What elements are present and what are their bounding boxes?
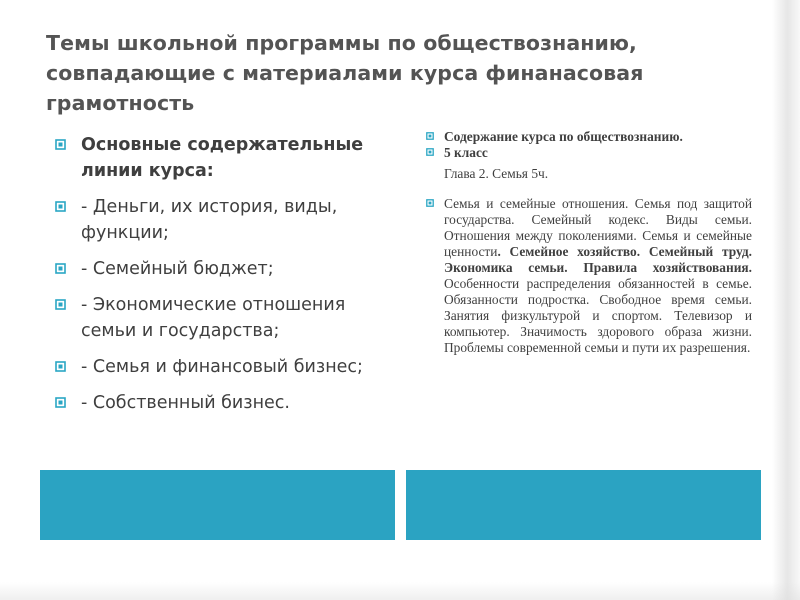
slide-frame-shadow [772, 0, 800, 600]
square-bullet-icon [55, 134, 69, 148]
right-chapter [426, 166, 752, 182]
square-bullet-icon [55, 356, 69, 370]
left-item [55, 390, 385, 416]
left-column [55, 132, 385, 426]
square-bullet-icon [426, 145, 436, 155]
right-body-bold: . Семейное хозяйство. Семейный труд. Экономика семьи. Правила хозяйствования. [444, 244, 752, 275]
square-bullet-icon [55, 392, 69, 406]
footer-bar-left [40, 470, 395, 540]
right-heading-line2 [426, 145, 752, 161]
left-item-text: - Экономические отношения семьи и государства; [81, 295, 346, 341]
square-bullet-icon [55, 196, 69, 210]
right-heading-line1-text: Содержание курса по обществознанию. [444, 129, 683, 144]
left-item [55, 292, 385, 344]
right-body [426, 196, 752, 356]
left-item [55, 354, 385, 380]
left-heading-text: Основные содержательные линии курса: [81, 135, 364, 181]
right-body-part1: Семья и семейные отношения. Семья под защитой государства. Семейный кодекс. Виды семьи. Отношения между поколениями. Семья и семейные ценности [444, 196, 752, 259]
left-item [55, 256, 385, 282]
footer-bar-right [406, 470, 761, 540]
square-bullet-icon [426, 129, 436, 139]
right-body-part2: Особенности распределения обязанностей в семье. Обязанности подростка. Свободное время семьи. Занятия физкультурой и спортом. Телевизор и компьютер. Значимость здорового образа жизни. Проблемы современной семьи и пути их разрешения. [444, 276, 752, 355]
square-bullet-icon [55, 258, 69, 272]
square-bullet-icon [426, 196, 436, 206]
right-heading-line2-text: 5 класс [444, 145, 488, 160]
square-bullet-icon [55, 294, 69, 308]
right-column [426, 129, 752, 356]
left-item-text: - Семейный бюджет; [81, 259, 274, 279]
right-chapter-text: Глава 2. Семья 5ч. [444, 166, 549, 181]
slide-title: Темы школьной программы по обществознанию, совпадающие с материалами курса финанасовая грамотность [46, 31, 644, 115]
left-heading [55, 132, 385, 184]
right-heading-line1 [426, 129, 752, 145]
left-item-text: - Деньги, их история, виды, функции; [81, 197, 338, 243]
slide-frame-shadow-bottom [0, 582, 800, 600]
left-item [55, 194, 385, 246]
left-item-text: - Семья и финансовый бизнес; [81, 357, 363, 377]
left-item-text: - Собственный бизнес. [81, 393, 290, 413]
